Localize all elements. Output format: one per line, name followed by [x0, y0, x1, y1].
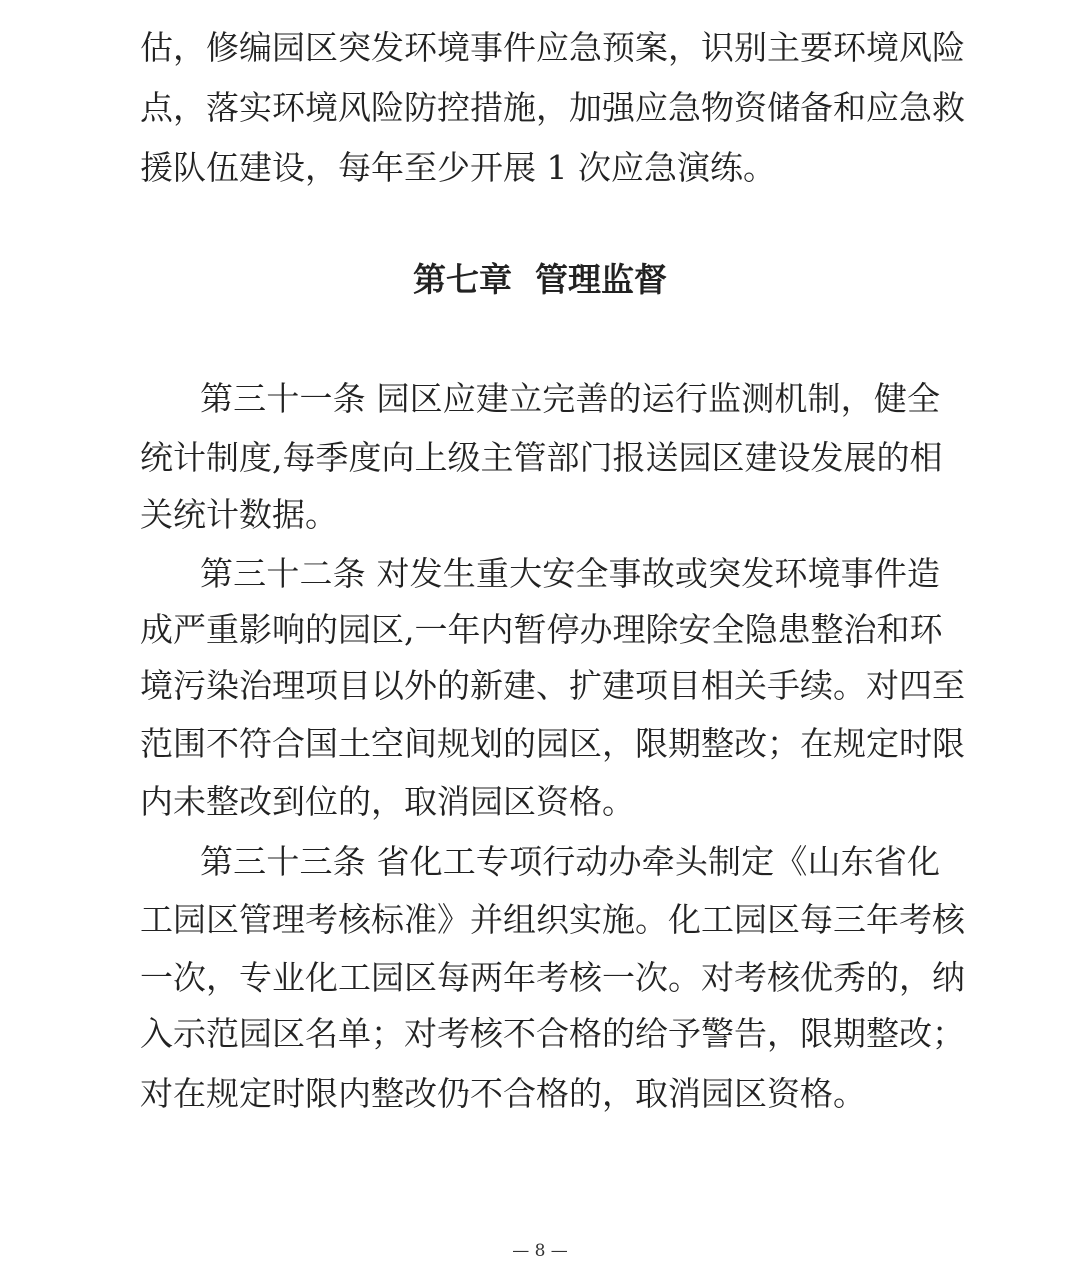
paragraph-line: 第三十二条 对发生重大安全事故或突发环境事件造: [200, 554, 940, 593]
paragraph-line: 入示范园区名单；对考核不合格的给予警告，限期整改；: [140, 1014, 965, 1053]
paragraph-line: 援队伍建设，每年至少开展 1 次应急演练。: [140, 148, 776, 187]
paragraph-line: 境污染治理项目以外的新建、扩建项目相关手续。对四至: [140, 666, 965, 705]
paragraph-line: 范围不符合国土空间规划的园区，限期整改；在规定时限: [140, 724, 965, 763]
paragraph-line: 统计制度,每季度向上级主管部门报送园区建设发展的相: [140, 438, 943, 477]
paragraph-line: 内未整改到位的，取消园区资格。: [140, 782, 635, 821]
page-number: — 8 —: [512, 1241, 568, 1261]
paragraph-line: 工园区管理考核标准》并组织实施。化工园区每三年考核: [140, 900, 965, 939]
paragraph-line: 对在规定时限内整改仍不合格的，取消园区资格。: [140, 1074, 866, 1113]
chapter-heading: 第七章 管理监督: [413, 260, 667, 299]
paragraph-line: 第三十一条 园区应建立完善的运行监测机制，健全: [200, 379, 940, 418]
paragraph-line: 一次，专业化工园区每两年考核一次。对考核优秀的，纳: [140, 958, 965, 997]
paragraph-line: 点，落实环境风险防控措施，加强应急物资储备和应急救: [140, 88, 965, 127]
paragraph-line: 估，修编园区突发环境事件应急预案，识别主要环境风险: [140, 28, 965, 67]
paragraph-line: 成严重影响的园区,一年内暂停办理除安全隐患整治和环: [140, 610, 943, 649]
paragraph-line: 关统计数据。: [140, 495, 338, 534]
paragraph-line: 第三十三条 省化工专项行动办牵头制定《山东省化: [200, 842, 940, 881]
